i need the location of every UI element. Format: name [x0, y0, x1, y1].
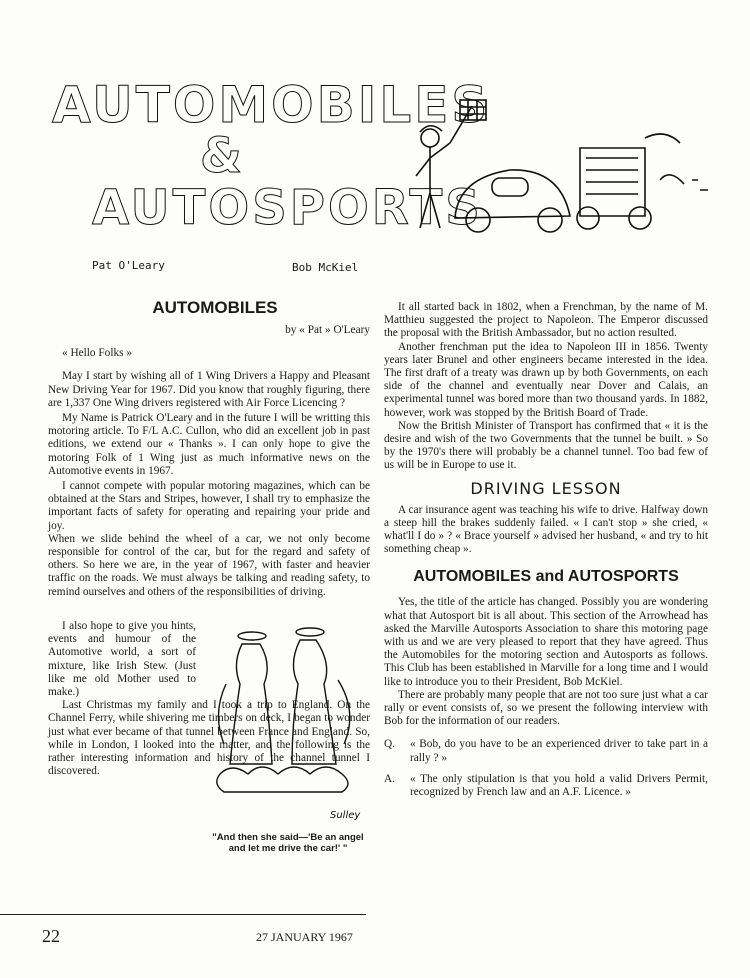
masthead-line-1: AUTOMOBILES — [52, 76, 491, 134]
paragraph: When we slide behind the wheel of a car, we not only become responsible for control of the car, but for the regard and safety of others. So here we are, in the year of 1967, with faster and heavier traffic on the roads. We must always be talking and reading safety, to remind ourselves and others of the responsibilities of driving. — [48, 532, 370, 598]
question-label: Q. — [384, 738, 395, 751]
paragraph: It all started back in 1802, when a Frenchman, by the name of M. Matthieu suggested the project to Napoleon. The Emperor discussed the proposal with the British Ambassador, but no action resulted. — [384, 301, 708, 340]
right-column — [384, 301, 708, 799]
article-byline: by « Pat » O'Leary — [285, 324, 370, 336]
page-number: 22 — [42, 926, 60, 946]
paragraph: My Name is Patrick O'Leary and in the future I will be writting this motoring article. To F/L A.C. Cullon, who did an excellent job in past editions, we extend our « Thanks ». I can only hope to give the motoring Folk of 1 Wing just as much informative news on the Automotive events in 1967. — [48, 412, 370, 477]
issue-date: 27 JANUARY 1967 — [256, 930, 353, 944]
masthead-line-3: AUTOSPORTS — [92, 180, 483, 236]
masthead-ampersand: & — [200, 128, 245, 184]
question-text: « Bob, do you have to be an experienced driver to take part in a rally ? » — [410, 738, 708, 764]
halo-left — [238, 632, 266, 640]
racing-cars-illustration — [400, 98, 720, 248]
article-heading-autosports: AUTOMOBILES and AUTOSPORTS — [413, 568, 679, 586]
paragraph: May I start by wishing all of 1 Wing Drivers a Happy and Pleasant New Driving Year for 1967. Did you know that roughly figuring, there are 1,337 One Wing drivers registered with Air Force Licencing ? — [48, 370, 370, 409]
interview-question — [384, 738, 708, 764]
beetle-car — [455, 170, 570, 218]
paragraph: « Hello Folks » — [62, 347, 132, 360]
answer-text: « The only stipulation is that you hold a valid Drivers Permit, recognized by French law and an A.F. Licence. » — [410, 772, 708, 799]
left-column-wrapped: I also hope to give you hints, events and humour of the Automotive world, a sort of mixture, like Irish Stew. (Just like me old Mother used to make.) Last Christmas my family and I took a trip to England. On the Channel Ferry, while shivering me timbers on deck, I began to wonder just what ever became of that tunnel between France and England. So, while in London, I looked into the matter, and the following is the rather interesting information and history of the channel tunnel I discovered. — [48, 620, 370, 778]
answer-label: A. — [384, 772, 395, 785]
left-column — [48, 298, 370, 599]
author-credit-bob: Bob McKiel — [292, 261, 359, 274]
paragraph: There are probably many people that are not too sure just what a car rally or event consists of, so we present the following interview with Bob for the information of our readers. — [384, 688, 708, 728]
author-credit-pat: Pat O'Leary — [92, 259, 165, 272]
paragraph: A car insurance agent was teaching his wife to drive. Halfway down a steep hill the brakes suddenly failed. « I can't stop » she cried, « what'll I do » ? « Brace yourself » advised her husband, « and try to hit something cheap ». — [384, 503, 708, 556]
driving-lesson-heading: DRIVING LESSON — [470, 478, 622, 498]
footer-rule — [0, 914, 366, 915]
flagman-body — [416, 143, 450, 228]
angels-cartoon — [212, 624, 364, 824]
wing-left — [218, 684, 226, 744]
wing-right — [338, 680, 350, 744]
cartoonist-signature: Sulley — [330, 810, 361, 821]
flagman-head — [421, 129, 439, 147]
paragraph: Now the British Minister of Transport has confirmed that « it is the desire and wish of the two Governments that the tunnel be built. » So by the 1970's there will probably be a channel tunnel. Too bad few of us will be in Europe to use it. — [384, 419, 708, 472]
angel-left — [230, 644, 272, 764]
paragraph: Yes, the title of the article has changed. Possibly you are wondering what that Autosport bit is all about. This section of the Arrowhead has asked the Marville Autosports Association to share this motoring page with us and we are very pleased to report that they have agreed. Thus the Automobiles for the motoring section and Autosports as follows. This Club has been established in Marville for a long time and I would like to introduce you to their President, Bob McKiel. — [384, 596, 708, 688]
cloud — [217, 767, 348, 792]
cartoon-caption: "And then she said—'Be an angel and let me drive the car!' " — [212, 832, 364, 854]
paragraph: I also hope to give you hints, events and humour of the Automotive world, a sort of mixture, like Irish Stew. (Just like me old Mother used to make.) — [48, 620, 196, 699]
paragraph: I cannot compete with popular motoring magazines, which can be obtained at the Stars and Stripes, however, I shall try to emphasize the important facts of safety for operating and repairing your pride and joy. — [48, 480, 370, 532]
checkered-flag — [460, 100, 486, 120]
article-heading-automobiles: AUTOMOBILES — [152, 298, 278, 317]
paragraph: Another frenchman put the idea to Napoleon III in 1856. Twenty years later Brunel and other engineers became interested in the idea. The first draft of a treaty was drawn up by both Governments, on each side of the channel and eventually near Dover and Calais, an experimental tunnel was bored more than two thousand yards. In 1882, however, work was stopped by the British Board of Trade. — [384, 340, 708, 419]
interview-answer — [384, 773, 708, 799]
halo-right — [296, 628, 324, 636]
angel-right — [292, 640, 336, 764]
